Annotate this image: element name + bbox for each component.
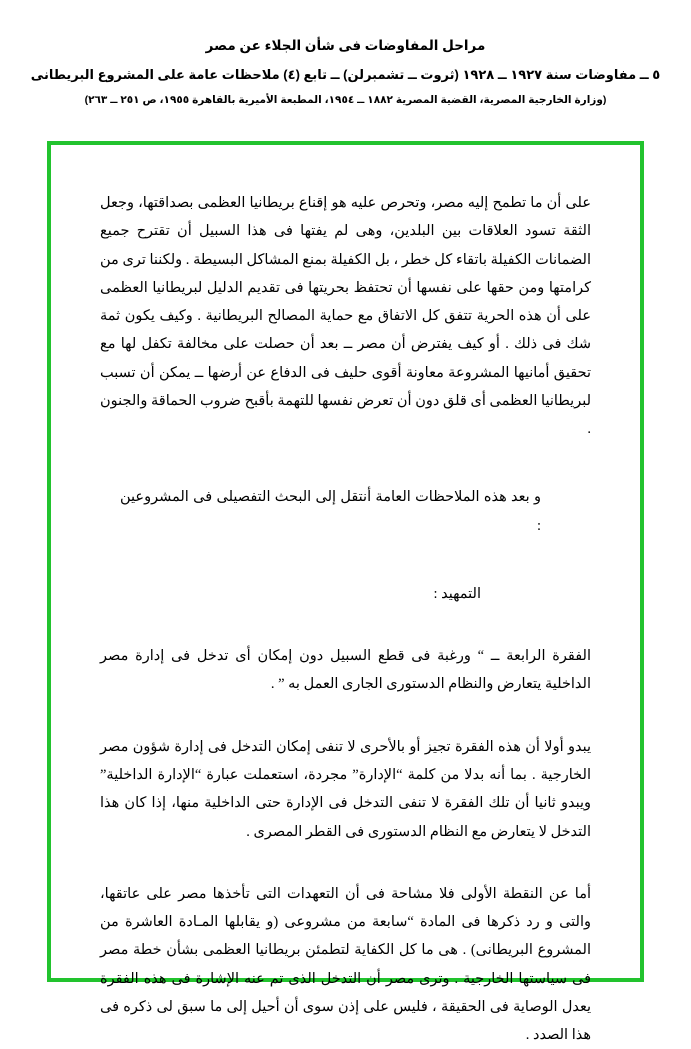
page-title: مراحل المفاوضات فى شأن الجلاء عن مصر xyxy=(205,38,486,53)
section-heading-preamble: التمهيد : xyxy=(433,585,481,602)
content-area xyxy=(55,149,636,1044)
paragraph-4: الفقرة الرابعة ــ “ ورغبة فى قطع السبيل دون إمكان أى تدخل فى إدارة مصر الداخلية يتعارض والنظام الدستورى الجارى العمل به ” . xyxy=(100,648,591,693)
page-subtitle: ٥ ــ مفاوضات سنة ١٩٢٧ ــ ١٩٢٨ (ثروت ــ تشمبرلن) ــ تابع (٤) ملاحظات عامة على المشروع البريطانى xyxy=(30,67,661,82)
source-citation: (وزارة الخارجية المصرية، القضية المصرية ١٨٨٢ ــ ١٩٥٤، المطبعة الأميرية بالقاهرة ١٩٥٥، ص ٢٥١ ــ ٢٦٣) xyxy=(84,94,607,106)
paragraph-5: يبدو أولا أن هذه الفقرة تجيز أو بالأحرى لا تنفى إمكان التدخل فى إدارة شؤون مصر الخارجية . بما أنه بدلا من كلمة “الإدارة” مجردة، استعملت عبارة “الإدارة الداخلية” ويبدو ثانيا أن تلك الفقرة لا تنفى التدخل فى الإدارة حتى الداخلية منها، إذا كان هذا التدخل لا يتعارض مع النظام الدستورى فى القطر المصرى . xyxy=(100,738,591,840)
document-header xyxy=(0,0,691,106)
document-body xyxy=(100,189,591,1049)
paragraph-6: أما عن النقطة الأولى فلا مشاحة فى أن التعهدات التى تأخذها مصر على عاتقها، والتى و رد ذكرها فى المادة “سابعة من مشروعى (و يقابلها المـادة العاشرة من المشروع البريطانى) . هى ما كل الكفاية لتطمئن بريطانيا العظمى بشأن خطة مصر فى سياستها الخارجية . وترى مصر أن التدخل الذى تم عنه الإشارة فى هذه الفقرة يعدل الوصاية فى الحقيقة ، فليس على إذن سوى أن أحيل إلى ما سبق لى ذكره فى هذا الصدد . xyxy=(100,885,591,1044)
paragraph-1: على أن ما تطمح إليه مصر، وتحرص عليه هو إقناع بريطانيا العظمى بصداقتها، وجعل الثقة تسود العلاقات بين البلدين، وهى لم يفتها فى هذا السبيل أن تقترح جميع الضمانات الكفيلة باتقاء كل خطر ، بل الكفيلة بمنع المشاكل البسيطة . ولكننا ترى من كرامتها ومن حقها على نفسها أن تحتفظ بحريتها فى تقديم الدليل لبريطانيا العظمى على أن هذه الحرية تتفق كل الاتفاق مع حماية المصالح البريطانية . وكيف يكون ثمة شك فى ذلك . أو كيف يفترض أن مصر ــ بعد أن حصلت على مخالفة تكفل لها مع تحقيق أمانيها المشروعة معاونة أقوى حليف فى الدفاع عن أرضها ــ يمكن أن تسبب لبريطانيا العظمى أى قلق دون أن تعرض نفسها للتهمة بأقبح ضروب الحماقة والجنون . xyxy=(100,195,591,438)
content-frame xyxy=(47,141,644,1044)
paragraph-2: و بعد هذه الملاحظات العامة أنتقل إلى البحث التفصيلى فى المشروعين : xyxy=(120,489,541,534)
